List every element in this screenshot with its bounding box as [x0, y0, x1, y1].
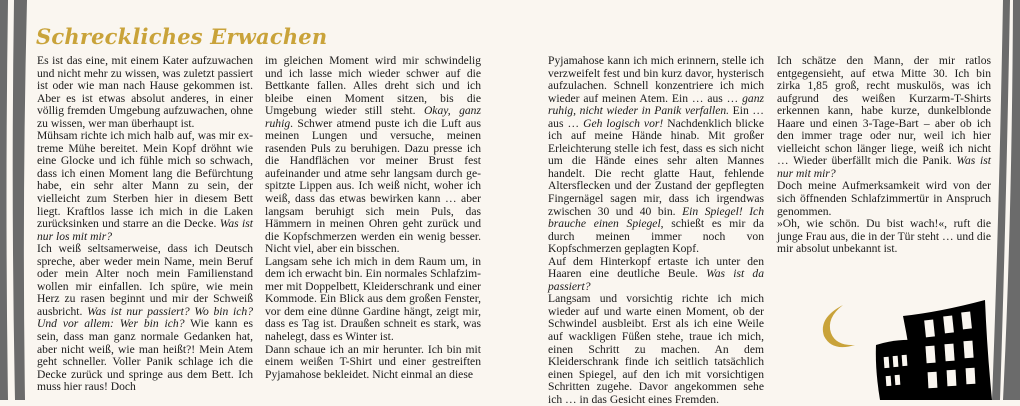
italic-thought: ganz ruhig, nicht wieder in Panik verfallen. — [548, 91, 764, 118]
text-run: Wie kann es sein, dass man ganz normale Gedanken hat, aber nicht weiß, wie man heißt?! Mein Atem geht schneller. Voller Panik schlage ich die Decke zurück und springe aus dem Bett. Ich muss hier raus! Doch — [37, 317, 253, 394]
text-run: Es ist das eine, mit einem Kater aufzuwachen und nicht mehr zu wissen, was zuletzt passiert ist oder wie man nach Hause gekommen ist. Aber es ist etwas absolut anderes, in einer völlig fremden Umgebung aufzuwachen, ohne zu wissen, wer man überhaupt ist. — [37, 54, 253, 130]
text-run: Ich schätze den Mann, der mir ratlos entgegensieht, auf etwa Mitte 30. Ich bin zirka 1,85 groß, recht muskulös, was ich aufgrund des weißen Kurzarm-T-Shirts erkennen kann, habe kurze, dunkelblonde Haare und einen 3-Tage-Bart – aber ob ich den immer trage oder nur, weil ich hier vielleicht schon länger liege, weiß ich nicht … Wieder überfällt mich die Panik. — [777, 54, 991, 168]
paragraph — [548, 293, 764, 406]
crescent-moon-icon — [823, 305, 855, 347]
paragraph — [265, 55, 481, 256]
right-curved-stripe — [992, 0, 1010, 400]
text-run: »Oh, wie schön. Du bist wach!«, ruft die junge Frau aus, die in der Tür steht … und die mir absolut unbekannt ist. — [777, 217, 991, 256]
paragraph — [548, 55, 764, 256]
left-edge-stripe — [0, 0, 8, 400]
paragraph — [37, 55, 253, 130]
text-run: Pyjamahose kann ich mich erinnern, stelle ich verzweifelt fest und bin kurz davor, hysterisch aufzulachen. Schnell konzentriere ich mich wieder auf meinen Atem. Ein … aus … — [548, 54, 764, 105]
text-run: Mühsam richte ich mich halb auf, was mir extreme Mühe bereitet. Mein Kopf dröhnt wie eine Glocke und ich fühle mich so schwach, dass ich einen Moment lang die Befürchtung habe, ein sehr alter Mann zu sein, der vielleicht zum Sterben hier in diesem Bett liegt. Kraftlos lasse ich mich in die Laken zurücksinken und starre an die Decke. — [37, 129, 253, 231]
left-curved-stripe — [13, 0, 27, 400]
paragraph — [548, 256, 764, 294]
text-column-3 — [548, 55, 764, 406]
text-run: Langsam sehe ich mich in dem Raum um, in dem ich erwacht bin. Ein normales Schlafzimmer mit Doppelbett, Kleiderschrank und einer Kommode. Ein Blick aus dem großen Fenster, vor dem eine dünne Gardine hängt, zeigt mir, dass es Tag ist. Draußen schneit es stark, was nahelegt, dass es Winter ist. — [265, 254, 481, 344]
italic-thought: Was ist nur mit mir? — [777, 154, 991, 180]
text-run: . Schwer atmend puste ich die Luft aus meinen Lungen und versuche, meinen rasenden Puls zu beruhigen. Dazu presse ich die Handflächen vor meiner Brust fest aufeinander und atme sehr langsam durch gespitzte Lippen aus. Ich weiß nicht, woher ich weiß, dass das etwas bewirken kann … aber langsam beruhigt sich mein Puls, das Hämmern in meinen Ohren geht zurück und die Kopfschmerzen werden ein wenig besser. Nicht viel, aber ein bisschen. — [265, 116, 481, 256]
text-run: Auf dem Hinterkopf ertaste ich unter den Haaren eine deutliche Beule. — [548, 254, 764, 281]
italic-thought: Okay, ganz ruhig — [265, 104, 481, 130]
text-run: , schießt es mir da durch meinen immer noch von Kopfschmerzen geplagten Kopf. — [548, 217, 764, 256]
right-edge-stripe — [1003, 0, 1020, 400]
paragraph — [37, 243, 253, 394]
italic-thought: Was ist nur los mit mir? — [37, 217, 253, 243]
text-run: Ein … aus … — [548, 104, 764, 130]
text-run: Langsam und vorsichtig richte ich mich wieder auf und warte einen Moment, ob der Schwindel ausbleibt. Erst als ich eine Weile auf wackligen Füßen stehe, traue ich mich, einen Schritt zu machen. An dem Kleiderschrank finde ich seitlich tatsächlich einen Spiegel, auf den ich mit vorsichtigen Schritten zugehe. Davor angekommen sehe ich … in das Gesicht eines Fremden. — [548, 292, 764, 406]
tilted-building-icon — [903, 300, 992, 400]
text-run: Nachdenklich blicke ich auf meine Hände hinab. Mit großer Erleichterung stelle ich fest, dass es sich nicht um die Hände eines sehr alten Mannes handelt. Die recht glatte Haut, fehlende Altersflecken und der Zustand der gepflegten Fingernägel sagen mir, dass ich irgendwas zwischen 30 und 40 bin. — [548, 116, 764, 218]
small-building-icon — [876, 340, 918, 400]
text-column-1 — [37, 55, 253, 394]
text-column-2 — [265, 55, 481, 381]
paragraph — [777, 180, 991, 218]
text-run: Dann schaue ich an mir herunter. Ich bin mit einem weißen T-Shirt und einer gestreiften Pyjamahose bekleidet. Nicht einmal an diese — [265, 342, 481, 381]
italic-thought: Was ist da passiert? — [548, 267, 765, 293]
italic-thought: Geh logisch vor! — [583, 116, 664, 130]
paragraph — [777, 218, 991, 256]
paragraph — [37, 130, 253, 243]
text-run: im gleichen Moment wird mir schwindelig und ich lasse mich wieder schwer auf die Bettkante fallen. Alles dreht sich und ich bleibe einen Moment sitzen, bis die Umgebung wieder still steht. — [265, 54, 481, 118]
italic-thought: Was ist nur passiert? Wo bin ich? Und vor allem: Wer bin ich? — [37, 304, 253, 331]
paragraph — [777, 55, 991, 180]
paragraph — [265, 256, 481, 344]
page-title: Schreckliches Erwachen — [36, 24, 328, 49]
text-run: Ich weiß seltsamerweise, dass ich Deutsch spreche, aber weder mein Name, mein Beruf oder mein Alter noch mein Familienstand wollen mir einfallen. Ich spüre, wie mein Herz zu rasen beginnt und mir der Schweiß ausbricht. — [37, 242, 253, 318]
text-run: Doch meine Aufmerksamkeit wird von der sich öffnenden Schlafzimmertür in Anspruch genommen. — [777, 179, 991, 218]
paragraph — [265, 344, 481, 382]
italic-thought: Ein Spiegel! Ich brauche einen Spiegel — [548, 204, 765, 231]
text-column-4 — [777, 55, 991, 256]
